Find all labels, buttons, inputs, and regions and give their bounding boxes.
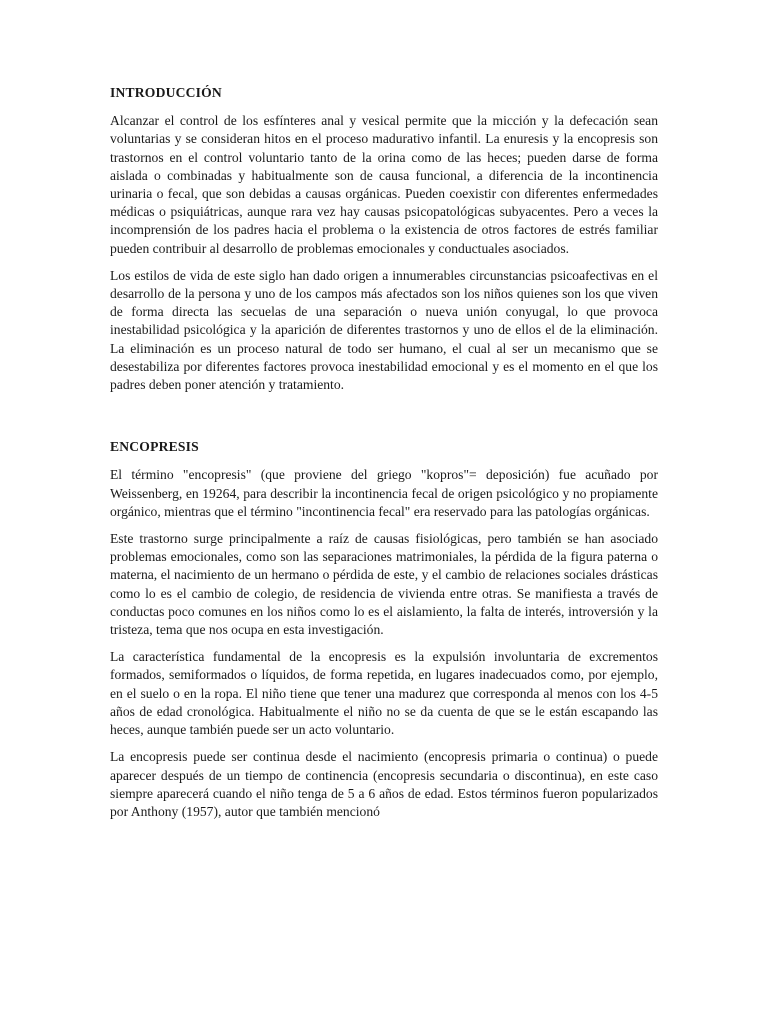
paragraph-encopresis-2: Este trastorno surge principalmente a raíz de causas fisiológicas, pero también se han asociado problemas emocionales, como son las separaciones matrimoniales, la pérdida de la figura paterna o materna, el nacimiento de un hermano o pérdida de este, y el cambio de relaciones sociales drásticas como lo es el cambio de colegio, de residencia de vivienda entre otras. Se manifiesta a través de conductas poco comunes en los niños como lo es el aislamiento, la falta de interés, introversión y la tristeza, tema que nos ocupa en esta investigación. <box>110 531 658 638</box>
paragraph-encopresis-3: La característica fundamental de la encopresis es la expulsión involuntaria de excrementos formados, semiformados o líquidos, de forma repetida, en lugares inadecuados como, por ejemplo, en el suelo o en la ropa. El niño tiene que tener una madurez que corresponda al menos con los 4-5 años de edad cronológica. Habitualmente el niño no se da cuenta de que se le están escapando las heces, aunque también puede ser un acto voluntario. <box>110 649 658 738</box>
paragraph-encopresis-1: El término "encopresis" (que proviene del griego "kopros"= deposición) fue acuñado por Weissenberg, en 19264, para describir la incontinencia fecal de origen psicológico y no propiamente orgánico, mientras que el término "incontinencia fecal" era reservado para las patologías orgánicas. <box>110 467 658 519</box>
paragraph-encopresis-4: La encopresis puede ser continua desde el nacimiento (encopresis primaria o continua) o puede aparecer después de un tiempo de continencia (encopresis secundaria o discontinua), en este caso siempre aparecerá cuando el niño tenga de 5 a 6 años de edad. Estos términos fueron popularizados por Anthony (1957), autor que también mencionó <box>110 749 658 819</box>
paragraph-intro-2: Los estilos de vida de este siglo han dado origen a innumerables circunstancias psicoafectivas en el desarrollo de la persona y uno de los campos más afectados son los niños quienes son los que viven de forma directa las secuelas de una separación o nueva unión conyugal, lo que provoca inestabilidad psicológica y la aparición de diferentes trastornos y uno de ellos el de la eliminación. La eliminación es un proceso natural de todo ser humano, el cual al ser un mecanismo que se desestabiliza por diferentes factores provoca inestabilidad emocional y es el momento en el que los padres deben poner atención y tratamiento. <box>110 267 658 393</box>
heading-introduccion: INTRODUCCIÓN <box>110 85 222 100</box>
heading-encopresis: ENCOPRESIS <box>110 439 199 455</box>
paragraph-intro-1: Alcanzar el control de los esfínteres anal y vesical permite que la micción y la defecación sean voluntarias y se consideran hitos en el proceso madurativo infantil. La enuresis y la encopresis son trastornos en el control voluntario tanto de la orina como de las heces; pueden darse de forma aislada o combinadas y habitualmente son de causa funcional, a diferencia de la incontinencia urinaria o fecal, que son debidas a causas orgánicas. Pueden coexistir con diferentes enfermedades médicas o psiquiátricas, aunque rara vez hay causas psicopatológicas subyacentes. Pero a veces la incomprensión de los padres hacia el problema o la existencia de otros factores de estrés familiar pueden contribuir al desarrollo de problemas emocionales y conductuales asociados. <box>110 113 658 256</box>
